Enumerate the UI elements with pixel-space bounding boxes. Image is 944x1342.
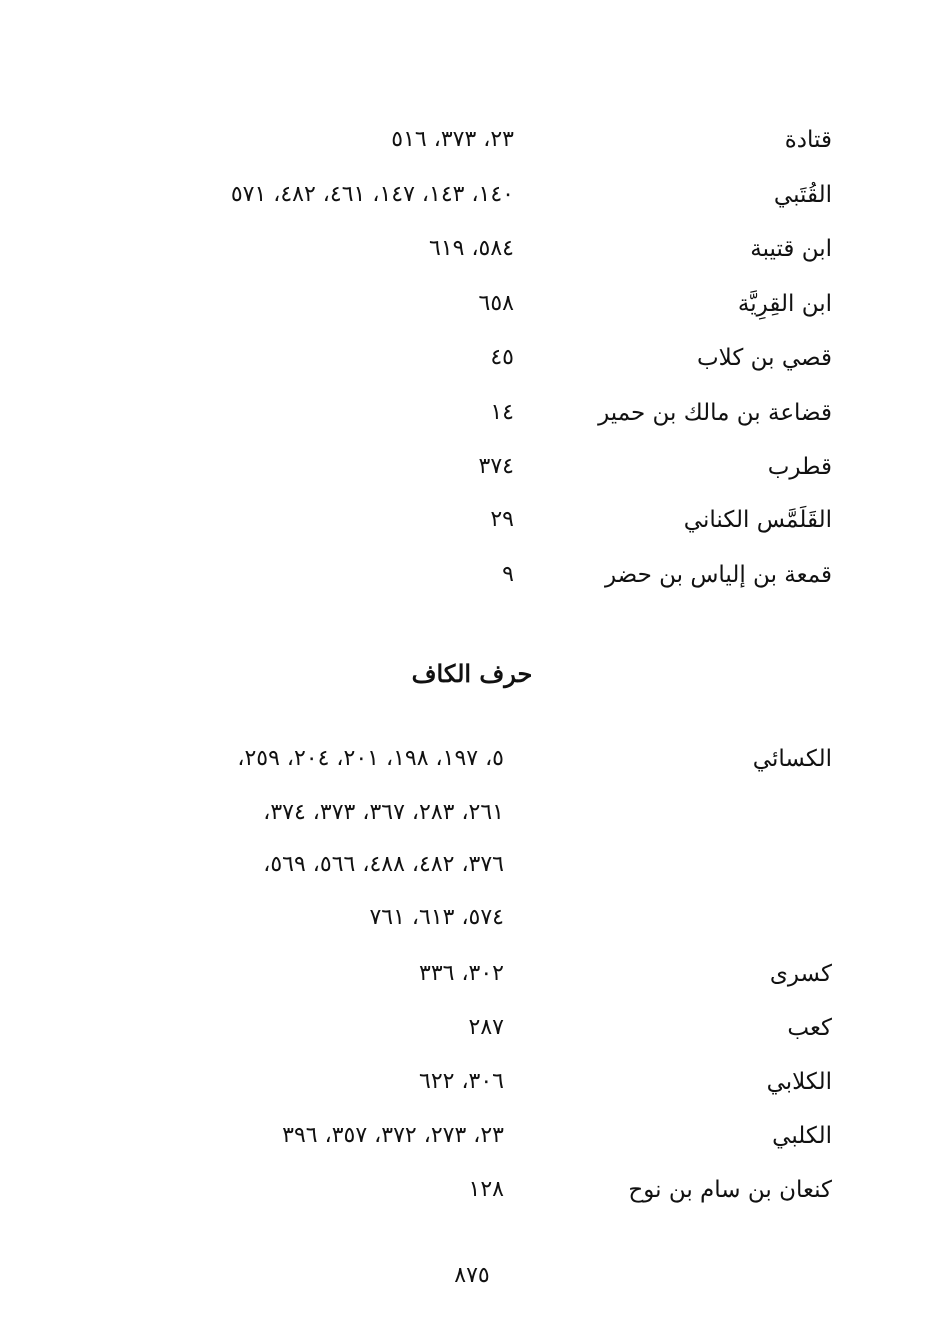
index-entry xyxy=(0,954,944,994)
index-entry xyxy=(0,1170,944,1210)
entry-name: ابن القِرِيَّة xyxy=(737,291,832,317)
entry-pages: ٣٠٦، ٦٢٢ xyxy=(419,1069,504,1094)
entry-name: كسرى xyxy=(769,961,832,987)
entry-pages: ١٢٨ xyxy=(468,1177,504,1202)
section-heading: حرف الكاف xyxy=(411,659,533,688)
entry-pages-line: ٥٧٤، ٦١٣، ٧٦١ xyxy=(369,905,504,930)
page-number: ٨٧٥ xyxy=(454,1263,490,1288)
entry-name: قتادة xyxy=(784,127,832,153)
entry-pages: ١٤ xyxy=(490,400,514,425)
entry-pages-line: ٢٦١، ٢٨٣، ٣٦٧، ٣٧٣، ٣٧٤، xyxy=(263,800,504,825)
index-entry-continuation xyxy=(0,845,944,885)
entry-name: الكسائي xyxy=(752,746,832,772)
index-entry xyxy=(0,338,944,378)
index-entry xyxy=(0,555,944,595)
index-entry xyxy=(0,1008,944,1048)
entry-pages-line: ٣٧٦، ٤٨٢، ٤٨٨، ٥٦٦، ٥٦٩، xyxy=(263,852,504,877)
entry-name: القُتَبي xyxy=(773,182,832,208)
entry-pages: ٣٠٢، ٣٣٦ xyxy=(419,961,504,986)
index-entry xyxy=(0,229,944,269)
index-entry-continuation xyxy=(0,793,944,833)
index-entry xyxy=(0,447,944,487)
entry-pages: ٢٣، ٣٧٣، ٥١٦ xyxy=(391,127,514,152)
entry-name: كعب xyxy=(787,1015,832,1041)
entry-name: قطرب xyxy=(767,454,832,480)
entry-pages: ٩ xyxy=(502,562,514,587)
index-entry-continuation xyxy=(0,898,944,938)
entry-name: قضاعة بن مالك بن حمير xyxy=(598,400,832,426)
index-entry xyxy=(0,120,944,160)
entry-name: الكلبي xyxy=(772,1123,832,1149)
entry-pages-line: ٥، ١٩٧، ١٩٨، ٢٠١، ٢٠٤، ٢٥٩، xyxy=(237,746,504,771)
entry-pages: ٦٥٨ xyxy=(478,291,514,316)
entry-pages: ٤٥ xyxy=(490,345,514,370)
entry-name: الكلابي xyxy=(766,1069,832,1095)
entry-pages: ٢٩ xyxy=(490,507,514,532)
index-entry xyxy=(0,175,944,215)
entry-pages: ٣٧٤ xyxy=(478,454,514,479)
index-entry xyxy=(0,284,944,324)
entry-name: قصي بن كلاب xyxy=(697,345,832,371)
entry-name: كنعان بن سام بن نوح xyxy=(628,1177,832,1203)
entry-name: قمعة بن إلياس بن حضر xyxy=(604,562,832,588)
index-entry xyxy=(0,1116,944,1156)
entry-name: القَلَمَّس الكناني xyxy=(683,507,832,533)
entry-pages: ٢٨٧ xyxy=(468,1015,504,1040)
entry-pages: ١٤٠، ١٤٣، ١٤٧، ٤٦١، ٤٨٢، ٥٧١ xyxy=(230,182,514,207)
entry-name: ابن قتيبة xyxy=(750,236,832,262)
index-entry xyxy=(0,500,944,540)
index-entry xyxy=(0,739,944,779)
index-entry xyxy=(0,1062,944,1102)
entry-pages: ٥٨٤، ٦١٩ xyxy=(429,236,514,261)
index-entry xyxy=(0,393,944,433)
entry-pages: ٢٣، ٢٧٣، ٣٧٢، ٣٥٧، ٣٩٦ xyxy=(282,1123,504,1148)
